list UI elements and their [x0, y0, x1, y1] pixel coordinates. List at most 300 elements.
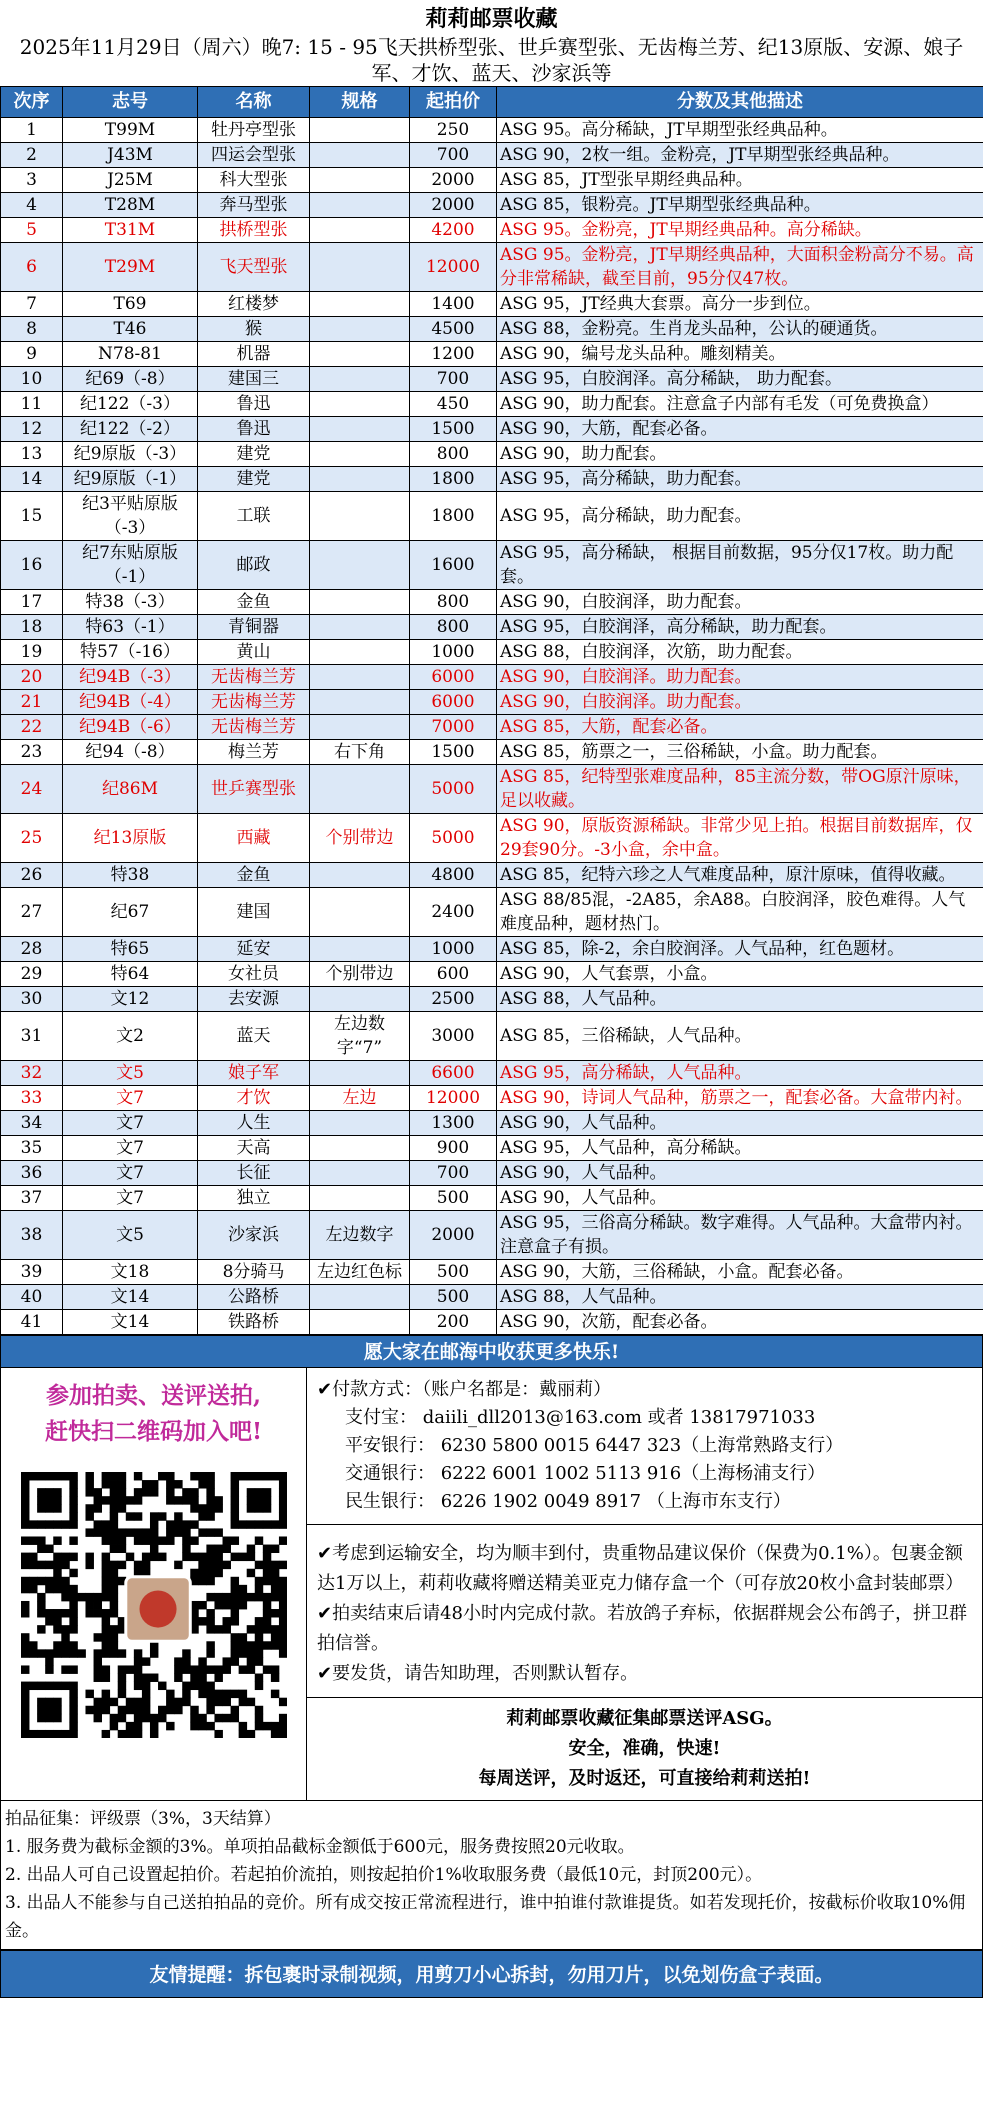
- stamp-name: 才饮: [198, 1086, 310, 1111]
- start-price: 2000: [410, 168, 497, 193]
- stamp-spec: [310, 863, 410, 888]
- stamp-name: 无齿梅兰芳: [198, 715, 310, 740]
- start-price: 800: [410, 442, 497, 467]
- stamp-name: 牡丹亭型张: [198, 118, 310, 143]
- start-price: 500: [410, 1260, 497, 1285]
- stamp-spec: [310, 987, 410, 1012]
- stamp-spec: [310, 1285, 410, 1310]
- start-price: 1500: [410, 740, 497, 765]
- grade-description: ASG 95。金粉亮，JT早期经典品种，大面积金粉高分不易。高分非常稀缺，截至目前，95分仅47枚。: [497, 243, 983, 292]
- qr-code[interactable]: [21, 1472, 287, 1738]
- row-number: 29: [1, 962, 63, 987]
- start-price: 6000: [410, 690, 497, 715]
- start-price: 800: [410, 615, 497, 640]
- stamp-code: 特65: [63, 937, 198, 962]
- row-number: 11: [1, 392, 63, 417]
- row-number: 18: [1, 615, 63, 640]
- table-row: [1, 715, 983, 740]
- stamp-spec: [310, 1186, 410, 1211]
- start-price: 7000: [410, 715, 497, 740]
- row-number: 10: [1, 367, 63, 392]
- stamp-name: 无齿梅兰芳: [198, 665, 310, 690]
- start-price: 450: [410, 392, 497, 417]
- table-row: [1, 143, 983, 168]
- stamp-spec: [310, 690, 410, 715]
- table-row: [1, 1136, 983, 1161]
- grade-description: ASG 90，人气品种。: [497, 1161, 983, 1186]
- start-price: 4800: [410, 863, 497, 888]
- stamp-code: 文7: [63, 1136, 198, 1161]
- stamp-spec: [310, 292, 410, 317]
- start-price: 6000: [410, 665, 497, 690]
- wish-banner: 愿大家在邮海中收获更多快乐!: [0, 1335, 983, 1368]
- row-number: 19: [1, 640, 63, 665]
- table-row: [1, 1161, 983, 1186]
- stamp-name: 金鱼: [198, 590, 310, 615]
- stamp-code: 纪122（-3）: [63, 392, 198, 417]
- grade-description: ASG 88，人气品种。: [497, 1285, 983, 1310]
- table-row: [1, 541, 983, 590]
- footer-reminder: 友情提醒：拆包裹时录制视频，用剪刀小心拆封，勿用刀片，以免划伤盒子表面。: [0, 1950, 983, 1998]
- grade-description: ASG 85，筋票之一，三俗稀缺，小盒。助力配套。: [497, 740, 983, 765]
- start-price: 200: [410, 1310, 497, 1335]
- table-row: [1, 442, 983, 467]
- start-price: 2400: [410, 888, 497, 937]
- stamp-spec: [310, 243, 410, 292]
- stamp-spec: [310, 392, 410, 417]
- row-number: 5: [1, 218, 63, 243]
- stamp-name: 建党: [198, 442, 310, 467]
- note-delivery: [317, 1659, 972, 1689]
- auction-table: [0, 86, 983, 1335]
- stamp-code: 特64: [63, 962, 198, 987]
- grade-description: ASG 95，高分稀缺， 根据目前数据，95分仅17枚。助力配套。: [497, 541, 983, 590]
- grade-description: ASG 95，白胶润泽，高分稀缺，助力配套。: [497, 615, 983, 640]
- start-price: 5000: [410, 814, 497, 863]
- payment-alipay: 支付宝： daiili_dll2013@163.com 或者 13817971033: [345, 1407, 816, 1428]
- row-number: 34: [1, 1111, 63, 1136]
- start-price: 1400: [410, 292, 497, 317]
- stamp-name: 建国: [198, 888, 310, 937]
- stamp-spec: 右下角: [310, 740, 410, 765]
- row-number: 27: [1, 888, 63, 937]
- start-price: 700: [410, 367, 497, 392]
- payment-heading: [317, 1376, 972, 1404]
- stamp-spec: 左边: [310, 1086, 410, 1111]
- table-row: [1, 765, 983, 814]
- row-number: 32: [1, 1061, 63, 1086]
- grade-description: ASG 85，纪特型张难度品种，85主流分数，带OG原汁原味，足以收藏。: [497, 765, 983, 814]
- table-row: [1, 193, 983, 218]
- stamp-code: 文18: [63, 1260, 198, 1285]
- stamp-name: 娘子军: [198, 1061, 310, 1086]
- row-number: 41: [1, 1310, 63, 1335]
- row-number: 30: [1, 987, 63, 1012]
- table-row: [1, 937, 983, 962]
- table-row: [1, 863, 983, 888]
- table-row: [1, 1111, 983, 1136]
- stamp-spec: [310, 118, 410, 143]
- stamp-name: 金鱼: [198, 863, 310, 888]
- stamp-name: 蓝天: [198, 1012, 310, 1061]
- rule-2: 2. 出品人可自己设置起拍价。若起拍价流拍，则按起拍价1%收取服务费（最低10元，封顶200元）。: [5, 1865, 763, 1885]
- payment-pingan: 平安银行： 6230 5800 0015 6447 323（上海常熟路支行）: [345, 1435, 844, 1456]
- row-number: 17: [1, 590, 63, 615]
- start-price: 900: [410, 1136, 497, 1161]
- stamp-name: 奔马型张: [198, 193, 310, 218]
- stamp-code: T99M: [63, 118, 198, 143]
- start-price: 2500: [410, 987, 497, 1012]
- row-number: 23: [1, 740, 63, 765]
- stamp-code: N78-81: [63, 342, 198, 367]
- table-row: [1, 1310, 983, 1335]
- grade-description: ASG 85，除-2，余白胶润泽。人气品种，红色题材。: [497, 937, 983, 962]
- stamp-name: 红楼梦: [198, 292, 310, 317]
- row-number: 31: [1, 1012, 63, 1061]
- qr-code-graphic: [21, 1472, 287, 1738]
- stamp-spec: 左边数字“7”: [310, 1012, 410, 1061]
- start-price: 1800: [410, 467, 497, 492]
- check-icon: ✔: [317, 1543, 333, 1564]
- stamp-code: 特63（-1）: [63, 615, 198, 640]
- stamp-spec: [310, 492, 410, 541]
- grade-description: ASG 95，人气品种，高分稀缺。: [497, 1136, 983, 1161]
- table-row: [1, 317, 983, 342]
- stamp-name: 沙家浜: [198, 1211, 310, 1260]
- row-number: 12: [1, 417, 63, 442]
- stamp-spec: [310, 1061, 410, 1086]
- col-header-price: 起拍价: [410, 87, 497, 118]
- grade-description: ASG 90，大筋，三俗稀缺，小盒。配套必备。: [497, 1260, 983, 1285]
- row-number: 36: [1, 1161, 63, 1186]
- stamp-spec: [310, 193, 410, 218]
- stamp-spec: [310, 590, 410, 615]
- stamp-spec: [310, 367, 410, 392]
- table-row: [1, 814, 983, 863]
- table-row: [1, 640, 983, 665]
- stamp-code: 文5: [63, 1211, 198, 1260]
- start-price: 1800: [410, 492, 497, 541]
- table-row: [1, 342, 983, 367]
- grade-description: ASG 85，JT型张早期经典品种。: [497, 168, 983, 193]
- rule-heading: 拍品征集：评级票（3%，3天结算）: [5, 1809, 281, 1829]
- col-header-no: 次序: [1, 87, 63, 118]
- stamp-spec: [310, 1136, 410, 1161]
- grade-description: ASG 90，人气品种。: [497, 1186, 983, 1211]
- stamp-spec: [310, 1111, 410, 1136]
- stamp-code: T31M: [63, 218, 198, 243]
- shipping-notes: [307, 1525, 982, 1697]
- stamp-spec: [310, 937, 410, 962]
- grade-description: ASG 90，次筋，配套必备。: [497, 1310, 983, 1335]
- note-shipping-text: 考虑到运输安全，均为顺丰到付，贵重物品建议保价（保费为0.1%）。包裹金额达1万以上，莉莉收藏将赠送精美亚克力储存盒一个（可存放20枚小盒封装邮票）: [317, 1543, 964, 1594]
- check-icon: ✔: [317, 1603, 333, 1624]
- table-row: [1, 367, 983, 392]
- consignment-rules: [0, 1800, 983, 1950]
- stamp-code: 文7: [63, 1086, 198, 1111]
- row-number: 7: [1, 292, 63, 317]
- grade-description: ASG 88，白胶润泽，次筋，助力配套。: [497, 640, 983, 665]
- grade-description: ASG 90，白胶润泽，助力配套。: [497, 590, 983, 615]
- check-icon: ✔: [317, 1663, 333, 1684]
- grade-description: ASG 90，原版资源稀缺。非常少见上拍。根据目前数据库，仅29套90分。-3小盒，余中盒。: [497, 814, 983, 863]
- stamp-name: 鲁迅: [198, 392, 310, 417]
- table-row: [1, 1061, 983, 1086]
- table-row: [1, 1086, 983, 1111]
- table-row: [1, 690, 983, 715]
- table-row: [1, 417, 983, 442]
- stamp-code: 纪67: [63, 888, 198, 937]
- check-icon: ✔: [317, 1379, 333, 1400]
- stamp-name: 天高: [198, 1136, 310, 1161]
- grade-description: ASG 90，人气套票，小盒。: [497, 962, 983, 987]
- stamp-name: 公路桥: [198, 1285, 310, 1310]
- table-row: [1, 740, 983, 765]
- stamp-code: 纪94B（-3）: [63, 665, 198, 690]
- stamp-code: 纪94（-8）: [63, 740, 198, 765]
- table-row: [1, 1186, 983, 1211]
- stamp-name: 梅兰芳: [198, 740, 310, 765]
- qr-panel: [1, 1368, 307, 1800]
- stamp-code: 纪3平贴原版（-3）: [63, 492, 198, 541]
- stamp-code: 特38: [63, 863, 198, 888]
- stamp-name: 独立: [198, 1186, 310, 1211]
- grade-description: ASG 90，2枚一组。金粉亮，JT早期型张经典品种。: [497, 143, 983, 168]
- payment-minsheng: 民生银行： 6226 1902 0049 8917 （上海市东支行）: [345, 1491, 791, 1512]
- stamp-spec: [310, 640, 410, 665]
- col-header-name: 名称: [198, 87, 310, 118]
- table-row: [1, 168, 983, 193]
- stamp-name: 无齿梅兰芳: [198, 690, 310, 715]
- stamp-code: 文12: [63, 987, 198, 1012]
- stamp-name: 人生: [198, 1111, 310, 1136]
- table-row: [1, 392, 983, 417]
- stamp-code: 纪7东贴原版（-1）: [63, 541, 198, 590]
- rule-1: 1. 服务费为截标金额的3%。单项拍品截标金额低于600元，服务费按照20元收取。: [5, 1837, 635, 1857]
- grade-description: ASG 85，大筋，配套必备。: [497, 715, 983, 740]
- start-price: 250: [410, 118, 497, 143]
- row-number: 4: [1, 193, 63, 218]
- stamp-name: 女社员: [198, 962, 310, 987]
- stamp-code: 纪86M: [63, 765, 198, 814]
- stamp-spec: [310, 342, 410, 367]
- stamp-code: J43M: [63, 143, 198, 168]
- stamp-spec: 个别带边: [310, 814, 410, 863]
- start-price: 600: [410, 962, 497, 987]
- service-line-1: 莉莉邮票收藏征集邮票送评ASG。: [506, 1708, 783, 1729]
- grade-description: ASG 90，人气品种。: [497, 1111, 983, 1136]
- start-price: 12000: [410, 1086, 497, 1111]
- stamp-name: 鲁迅: [198, 417, 310, 442]
- page-title: 莉莉邮票收藏: [425, 6, 558, 32]
- grade-description: ASG 95。金粉亮，JT早期经典品种。高分稀缺。: [497, 218, 983, 243]
- grade-description: ASG 95，高分稀缺，助力配套。: [497, 492, 983, 541]
- stamp-code: 文14: [63, 1285, 198, 1310]
- stamp-code: 文2: [63, 1012, 198, 1061]
- start-price: 1200: [410, 342, 497, 367]
- row-number: 37: [1, 1186, 63, 1211]
- start-price: 6600: [410, 1061, 497, 1086]
- grade-description: ASG 85，三俗稀缺，人气品种。: [497, 1012, 983, 1061]
- stamp-code: J25M: [63, 168, 198, 193]
- stamp-spec: [310, 1161, 410, 1186]
- start-price: 2000: [410, 193, 497, 218]
- table-row: [1, 1260, 983, 1285]
- stamp-name: 邮政: [198, 541, 310, 590]
- stamp-name: 飞天型张: [198, 243, 310, 292]
- payment-panel: [307, 1368, 982, 1800]
- row-number: 25: [1, 814, 63, 863]
- grade-description: ASG 95。高分稀缺，JT早期型张经典品种。: [497, 118, 983, 143]
- stamp-code: 文14: [63, 1310, 198, 1335]
- grade-description: ASG 88/85混，-2A85，余A88。白胶润泽，胶色难得。人气难度品种，题材热门。: [497, 888, 983, 937]
- stamp-spec: [310, 442, 410, 467]
- start-price: 4500: [410, 317, 497, 342]
- grade-description: ASG 95，高分稀缺，人气品种。: [497, 1061, 983, 1086]
- row-number: 38: [1, 1211, 63, 1260]
- stamp-name: 青铜器: [198, 615, 310, 640]
- grade-description: ASG 95，白胶润泽。高分稀缺， 助力配套。: [497, 367, 983, 392]
- table-row: [1, 615, 983, 640]
- row-number: 35: [1, 1136, 63, 1161]
- row-number: 39: [1, 1260, 63, 1285]
- stamp-code: 纪94B（-6）: [63, 715, 198, 740]
- stamp-name: 延安: [198, 937, 310, 962]
- stamp-spec: [310, 541, 410, 590]
- table-row: [1, 467, 983, 492]
- note-payment-text: 拍卖结束后请48小时内完成付款。若放鸽子弃标，依据群规会公布鸽子，拼卫群拍信誉。: [317, 1603, 967, 1654]
- rule-3: 3. 出品人不能参与自己送拍拍品的竞价。所有成交按正常流程进行，谁中拍谁付款谁提货。如若发现托价，按截标价收取10%佣金。: [5, 1893, 966, 1941]
- page-subtitle: 2025年11月29日（周六）晚7: 15 - 95飞天拱桥型张、世乒赛型张、无齿梅兰芳、纪13原版、安源、娘子军、才饮、蓝天、沙家浜等: [19, 35, 964, 85]
- payment-heading-text: 付款方式：（账户名都是：戴丽莉）: [332, 1379, 612, 1400]
- start-price: 800: [410, 590, 497, 615]
- row-number: 20: [1, 665, 63, 690]
- grade-description: ASG 90，大筋，配套必备。: [497, 417, 983, 442]
- stamp-code: 纪9原版（-1）: [63, 467, 198, 492]
- info-section: [0, 1368, 983, 1800]
- stamp-spec: [310, 715, 410, 740]
- stamp-spec: [310, 615, 410, 640]
- row-number: 6: [1, 243, 63, 292]
- row-number: 40: [1, 1285, 63, 1310]
- note-payment-deadline: [317, 1599, 972, 1659]
- table-header-row: [1, 87, 983, 118]
- start-price: 1300: [410, 1111, 497, 1136]
- row-number: 22: [1, 715, 63, 740]
- row-number: 24: [1, 765, 63, 814]
- start-price: 1000: [410, 937, 497, 962]
- grade-description: ASG 90，诗词人气品种，筋票之一，配套必备。大盒带内衬。: [497, 1086, 983, 1111]
- stamp-code: 纪94B（-4）: [63, 690, 198, 715]
- stamp-spec: [310, 143, 410, 168]
- start-price: 500: [410, 1186, 497, 1211]
- stamp-code: 文7: [63, 1186, 198, 1211]
- stamp-code: 纪9原版（-3）: [63, 442, 198, 467]
- start-price: 1000: [410, 640, 497, 665]
- stamp-spec: 左边红色标: [310, 1260, 410, 1285]
- row-number: 16: [1, 541, 63, 590]
- grade-description: ASG 85，银粉亮。JT早期型张经典品种。: [497, 193, 983, 218]
- stamp-name: 去安源: [198, 987, 310, 1012]
- stamp-name: 长征: [198, 1161, 310, 1186]
- stamp-code: 文5: [63, 1061, 198, 1086]
- start-price: 700: [410, 1161, 497, 1186]
- stamp-name: 四运会型张: [198, 143, 310, 168]
- row-number: 9: [1, 342, 63, 367]
- table-row: [1, 243, 983, 292]
- row-number: 1: [1, 118, 63, 143]
- row-number: 13: [1, 442, 63, 467]
- stamp-spec: [310, 417, 410, 442]
- stamp-name: 猴: [198, 317, 310, 342]
- row-number: 21: [1, 690, 63, 715]
- start-price: 3000: [410, 1012, 497, 1061]
- grade-description: ASG 90，白胶润泽。助力配套。: [497, 665, 983, 690]
- row-number: 14: [1, 467, 63, 492]
- table-body: [1, 118, 983, 1335]
- invite-line-2: 赶快扫二维码加入吧!: [44, 1418, 263, 1445]
- grade-description: ASG 95，高分稀缺，助力配套。: [497, 467, 983, 492]
- stamp-code: T46: [63, 317, 198, 342]
- stamp-code: 纪122（-2）: [63, 417, 198, 442]
- start-price: 1600: [410, 541, 497, 590]
- start-price: 1500: [410, 417, 497, 442]
- grade-description: ASG 95，JT经典大套票。高分一步到位。: [497, 292, 983, 317]
- col-header-desc: 分数及其他描述: [497, 87, 983, 118]
- start-price: 2000: [410, 1211, 497, 1260]
- stamp-code: 纪69（-8）: [63, 367, 198, 392]
- invite-line-1: 参加拍卖、送评送拍,: [45, 1382, 261, 1409]
- service-line-3: 每周送评，及时返还，可直接给莉莉送拍!: [478, 1768, 811, 1789]
- stamp-code: 文7: [63, 1161, 198, 1186]
- grade-description: ASG 85，纪特六珍之人气难度品种，原汁原味，值得收藏。: [497, 863, 983, 888]
- table-row: [1, 987, 983, 1012]
- col-header-spec: 规格: [310, 87, 410, 118]
- stamp-name: 西藏: [198, 814, 310, 863]
- stamp-code: 纪13原版: [63, 814, 198, 863]
- stamp-spec: [310, 765, 410, 814]
- table-row: [1, 590, 983, 615]
- start-price: 500: [410, 1285, 497, 1310]
- table-row: [1, 118, 983, 143]
- stamp-name: 机器: [198, 342, 310, 367]
- table-row: [1, 1211, 983, 1260]
- table-row: [1, 1285, 983, 1310]
- stamp-spec: [310, 665, 410, 690]
- stamp-name: 科大型张: [198, 168, 310, 193]
- service-line-2: 安全，准确，快速!: [568, 1738, 721, 1759]
- table-row: [1, 888, 983, 937]
- table-row: [1, 292, 983, 317]
- stamp-spec: [310, 1310, 410, 1335]
- stamp-name: 工联: [198, 492, 310, 541]
- start-price: 12000: [410, 243, 497, 292]
- stamp-name: 铁路桥: [198, 1310, 310, 1335]
- stamp-code: T29M: [63, 243, 198, 292]
- table-row: [1, 218, 983, 243]
- stamp-code: T69: [63, 292, 198, 317]
- table-row: [1, 962, 983, 987]
- start-price: 5000: [410, 765, 497, 814]
- row-number: 8: [1, 317, 63, 342]
- stamp-spec: 左边数字: [310, 1211, 410, 1260]
- table-row: [1, 665, 983, 690]
- stamp-name: 拱桥型张: [198, 218, 310, 243]
- payment-methods: [307, 1368, 982, 1525]
- grade-description: ASG 88，人气品种。: [497, 987, 983, 1012]
- row-number: 33: [1, 1086, 63, 1111]
- service-box: [307, 1697, 982, 1800]
